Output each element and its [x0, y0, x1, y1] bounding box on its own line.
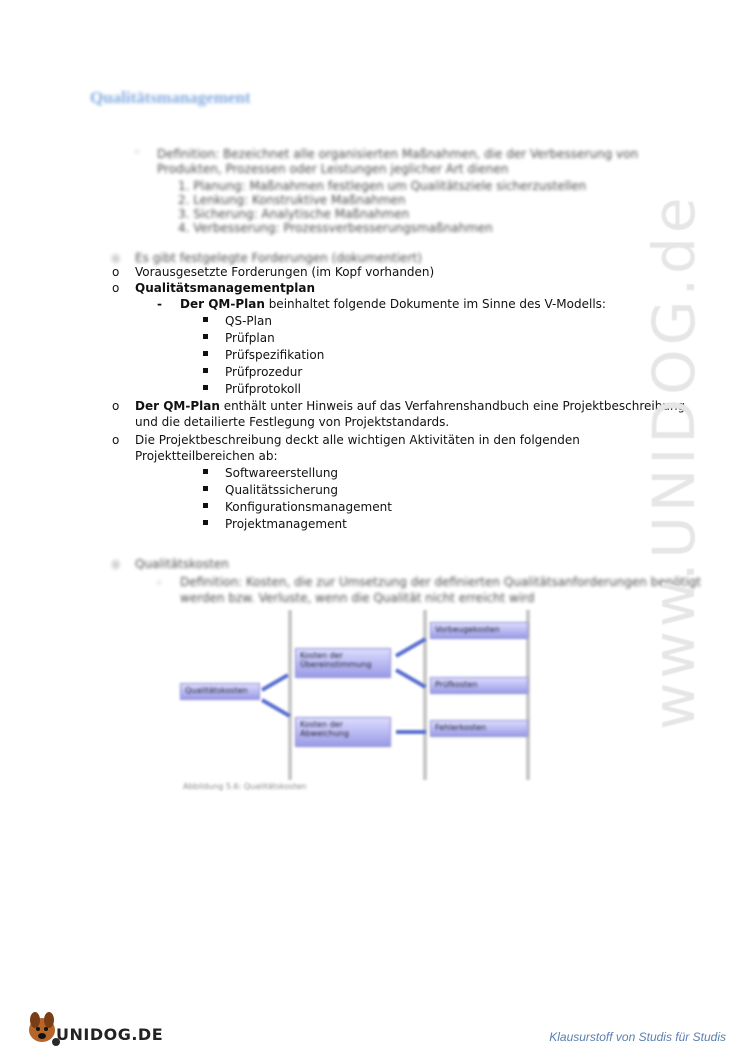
- arrow-icon: [261, 698, 291, 717]
- list-bullet-dash: -: [135, 144, 140, 158]
- document-item: Prüfprotokoll: [225, 382, 301, 396]
- diagram-box-inspection: Prüfkosten: [430, 677, 528, 694]
- square-bullet-icon: [203, 385, 208, 390]
- qm-plan-contains-bold: Der QM-Plan: [135, 399, 220, 413]
- document-item: Prüfprozedur: [225, 365, 303, 379]
- document-item: QS-Plan: [225, 314, 272, 328]
- square-bullet-icon: [203, 520, 208, 525]
- definition-line-1: Definition: Bezeichnet alle organisierten Maßnahmen, die der Verbesserung von: [157, 147, 639, 161]
- list-bullet: o: [112, 557, 120, 571]
- qm-plan-contains-rest: enthält unter Hinweis auf das Verfahrenshandbuch eine Projektbeschreibung: [219, 399, 686, 413]
- square-bullet-icon: [203, 486, 208, 491]
- definition-line-2: Produkten, Prozessen oder Leistungen jeglicher Art dienen: [157, 162, 509, 176]
- list-bullet: o: [112, 281, 120, 295]
- area-item: Konfigurationsmanagement: [225, 500, 392, 514]
- square-bullet-icon: [203, 351, 208, 356]
- costs-definition-line-1: Definition: Kosten, die zur Umsetzung der definierten Qualitätsanforderungen benötigt: [180, 575, 701, 589]
- square-bullet-icon: [203, 368, 208, 373]
- qm-plan-contains-line-2: und die detailierte Festlegung von Projektstandards.: [135, 415, 450, 429]
- project-description-line-2: Projektteilbereichen ab:: [135, 449, 278, 463]
- diagram-root-box: Qualitätskosten: [180, 683, 260, 700]
- list-bullet-dash: -: [157, 297, 162, 311]
- qm-plan-intro: [180, 296, 606, 312]
- page-title: Qualitätsmanagement: [90, 88, 251, 107]
- watermark: www.UNIDOG.de: [640, 193, 708, 730]
- qm-plan-heading: Qualitätsmanagementplan: [135, 281, 316, 295]
- list-bullet: o: [112, 251, 120, 265]
- square-bullet-icon: [203, 503, 208, 508]
- step-item: 2. Lenkung: Konstruktive Maßnahmen: [178, 193, 406, 207]
- diagram-divider: [288, 610, 292, 780]
- document-item: Prüfplan: [225, 331, 275, 345]
- arrow-icon: [396, 730, 426, 734]
- qm-plan-contains-line-1: [135, 398, 685, 414]
- costs-heading: Qualitätskosten: [135, 557, 229, 571]
- square-bullet-icon: [203, 317, 208, 322]
- arrow-icon: [395, 668, 426, 688]
- qm-plan-intro-rest: beinhaltet folgende Dokumente im Sinne des V-Modells:: [264, 297, 606, 311]
- list-bullet: o: [112, 265, 120, 279]
- arrow-icon: [261, 673, 289, 691]
- logo-text: UNIDOG.DE: [56, 1025, 164, 1044]
- list-bullet: o: [112, 399, 120, 413]
- area-item: Softwareerstellung: [225, 466, 339, 480]
- diagram-box-deviation: Kosten der Abweichung: [295, 717, 391, 747]
- square-bullet-icon: [203, 334, 208, 339]
- area-item: Qualitätssicherung: [225, 483, 339, 497]
- fixed-requirements-text: Es gibt festgelegte Forderungen (dokumentiert): [135, 251, 422, 265]
- area-item: Projektmanagement: [225, 517, 347, 531]
- assumed-requirements-text: Vorausgesetzte Forderungen (im Kopf vorhanden): [135, 265, 435, 279]
- diagram-box-prevention: Vorbeugekosten: [430, 622, 528, 639]
- list-bullet: o: [112, 433, 120, 447]
- step-item: 3. Sicherung: Analytische Maßnahmen: [178, 207, 410, 221]
- costs-definition-line-2: werden bzw. Verluste, wenn die Qualität nicht erreicht wird: [180, 591, 535, 605]
- document-item: Prüfspezifikation: [225, 348, 325, 362]
- diagram-box-conformance: Kosten der Übereinstimmung: [295, 648, 391, 678]
- qm-plan-intro-bold: Der QM-Plan: [180, 297, 265, 311]
- diagram-divider: [423, 610, 427, 780]
- quality-costs-diagram: [170, 610, 540, 790]
- diagram-box-failure: Fehlerkosten: [430, 720, 528, 737]
- square-bullet-icon: [203, 469, 208, 474]
- project-description-line-1: Die Projektbeschreibung deckt alle wichtigen Aktivitäten in den folgenden: [135, 433, 580, 447]
- step-item: 4. Verbesserung: Prozessverbesserungsmaßnahmen: [178, 221, 493, 235]
- arrow-icon: [395, 637, 426, 657]
- list-bullet-dash: -: [157, 575, 162, 589]
- footer-tagline: Klausurstoff von Studis für Studis: [549, 1030, 726, 1044]
- step-item: 1. Planung: Maßnahmen festlegen um Qualitätsziele sicherzustellen: [178, 179, 587, 193]
- figure-caption: Abbildung 5.6: Qualitätskosten: [183, 782, 307, 791]
